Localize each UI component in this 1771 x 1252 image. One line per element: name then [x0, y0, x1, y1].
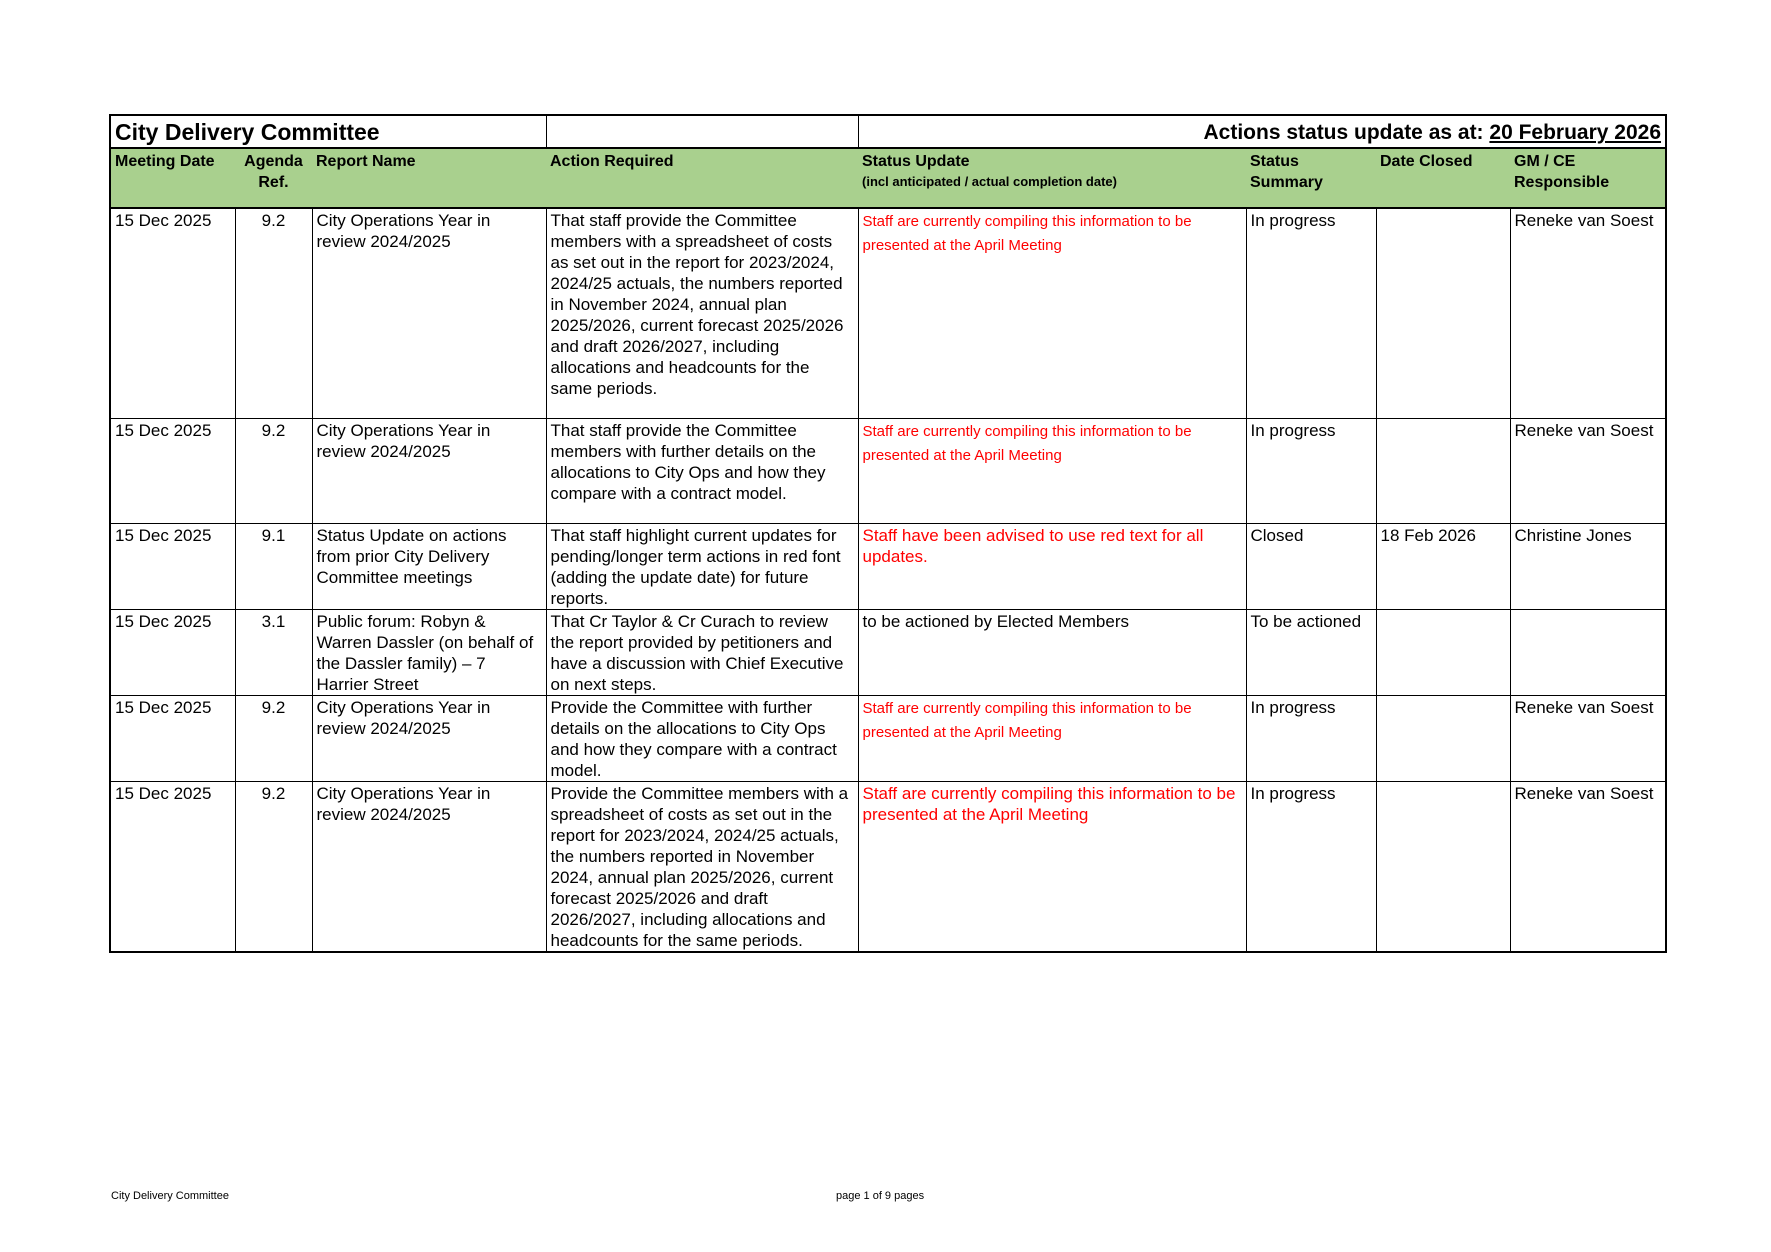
cell-status-update: Staff are currently compiling this information to be presented at the April Meeting: [858, 418, 1246, 523]
cell-status-update: Staff have been advised to use red text for all updates.: [858, 523, 1246, 609]
cell-status-summary: In progress: [1246, 208, 1376, 418]
cell-status-summary: In progress: [1246, 781, 1376, 951]
cell-action-required: Provide the Committee with further details on the allocations to City Ops and how they compare with a contract model.: [546, 695, 858, 781]
table-row: [111, 609, 1665, 695]
cell-action-required: That Cr Taylor & Cr Curach to review the report provided by petitioners and have a discussion with Chief Executive on next steps.: [546, 609, 858, 695]
header-status-update: [858, 148, 1246, 208]
status-date: 20 February 2026: [1489, 121, 1662, 144]
header-responsible: GM / CE Responsible: [1510, 148, 1665, 208]
header-status-summary: Status Summary: [1246, 148, 1376, 208]
cell-action-required: That staff provide the Committee members with a spreadsheet of costs as set out in the report for 2023/2024, 2024/25 actuals, the numbers reported in November 2024, annual plan 2025/2026, current forecast 2025/2026 and draft 2026/2027, including allocations and headcounts for the same periods.: [546, 208, 858, 418]
cell-action-required: Provide the Committee members with a spreadsheet of costs as set out in the report for 2023/2024, 2024/25 actuals, the numbers reported in November 2024, annual plan 2025/2026, current forecast 2025/2026 and draft 2026/2027, including allocations and headcounts for the same periods.: [546, 781, 858, 951]
footer-committee-name: City Delivery Committee: [111, 1190, 229, 1202]
cell-date-closed: [1376, 781, 1510, 951]
cell-meeting-date: 15 Dec 2025: [115, 211, 212, 230]
table-row: [111, 208, 1665, 418]
cell-responsible: Reneke van Soest: [1510, 418, 1665, 523]
cell-date-closed: [1376, 609, 1510, 695]
cell-report-name: City Operations Year in review 2024/2025: [312, 695, 546, 781]
table-row: [111, 418, 1665, 523]
cell-status-update: Staff are currently compiling this information to be presented at the April Meeting: [858, 208, 1246, 418]
cell-report-name: City Operations Year in review 2024/2025: [312, 781, 546, 951]
cell-action-required: That staff provide the Committee members with further details on the allocations to City Ops and how they compare with a contract model.: [546, 418, 858, 523]
cell-report-name: Public forum: Robyn & Warren Dassler (on behalf of the Dassler family) – 7 Harrier Street: [312, 609, 546, 695]
table-row: [111, 695, 1665, 781]
cell-status-update: Staff are currently compiling this information to be presented at the April Meeting: [858, 781, 1246, 951]
status-label: Actions status update as at:: [1203, 121, 1484, 144]
cell-status-update: Staff are currently compiling this information to be presented at the April Meeting: [858, 695, 1246, 781]
cell-responsible: [1510, 609, 1665, 695]
cell-date-closed: [1376, 208, 1510, 418]
committee-title: City Delivery Committee: [111, 116, 546, 148]
cell-report-name: City Operations Year in review 2024/2025: [312, 208, 546, 418]
cell-responsible: Reneke van Soest: [1510, 208, 1665, 418]
cell-date-closed: [1376, 418, 1510, 523]
cell-status-update: to be actioned by Elected Members: [858, 609, 1246, 695]
header-meeting-date: Meeting Date: [111, 148, 235, 208]
cell-agenda-ref: 9.2: [235, 781, 312, 951]
table-row: [111, 523, 1665, 609]
cell-meeting-date: 15 Dec 2025: [111, 781, 235, 951]
header-status-update-label: Status Update: [862, 153, 970, 170]
cell-agenda-ref: 9.2: [235, 695, 312, 781]
cell-responsible: Christine Jones: [1510, 523, 1665, 609]
table-body: [111, 208, 1665, 951]
status-as-at: [858, 116, 1665, 148]
cell-date-closed: [1376, 695, 1510, 781]
header-status-update-sub: (incl anticipated / actual completion date): [862, 174, 1117, 189]
footer-page-number: page 1 of 9 pages: [836, 1190, 925, 1202]
cell-status-summary: In progress: [1246, 695, 1376, 781]
header-row: [111, 148, 1665, 208]
cell-agenda-ref: 9.2: [235, 208, 312, 418]
cell-meeting-date: 15 Dec 2025: [111, 695, 235, 781]
cell-meeting-date: 15 Dec 2025: [111, 523, 235, 609]
cell-meeting-date: 15 Dec 2025: [111, 609, 235, 695]
cell-action-required: That staff highlight current updates for pending/longer term actions in red font (adding the update date) for future reports.: [546, 523, 858, 609]
cell-responsible: Reneke van Soest: [1510, 781, 1665, 951]
cell-agenda-ref: 9.1: [235, 523, 312, 609]
cell-report-name: City Operations Year in review 2024/2025: [312, 418, 546, 523]
cell-date-closed: 18 Feb 2026: [1376, 523, 1510, 609]
cell-report-name: Status Update on actions from prior City Delivery Committee meetings: [312, 523, 546, 609]
header-agenda-ref: Agenda Ref.: [235, 148, 312, 208]
table-row: [111, 781, 1665, 951]
actions-table-container: [109, 114, 1667, 953]
cell-responsible: Reneke van Soest: [1510, 695, 1665, 781]
cell-status-summary: To be actioned: [1246, 609, 1376, 695]
cell-status-summary: In progress: [1246, 418, 1376, 523]
header-action-required: Action Required: [546, 148, 858, 208]
cell-status-summary: Closed: [1246, 523, 1376, 609]
header-date-closed: Date Closed: [1376, 148, 1510, 208]
title-row: [111, 116, 1665, 148]
header-report-name: Report Name: [312, 148, 546, 208]
cell-meeting-date: 15 Dec 2025: [111, 418, 235, 523]
cell-agenda-ref: 9.2: [235, 418, 312, 523]
title-spacer: [546, 116, 858, 148]
actions-table: [111, 116, 1665, 951]
cell-agenda-ref: 3.1: [235, 609, 312, 695]
